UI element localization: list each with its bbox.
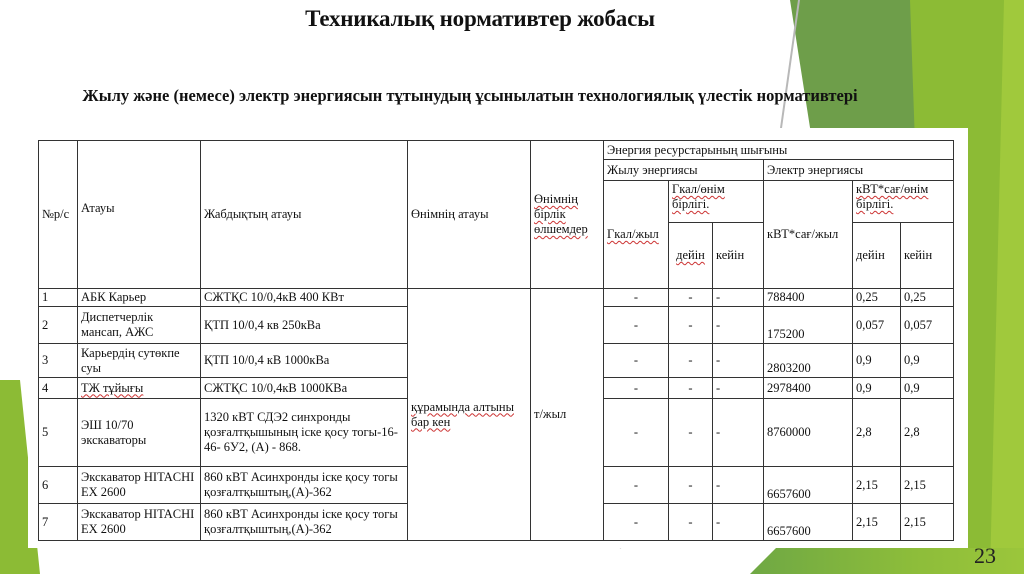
row-num: 4	[39, 378, 78, 399]
row-elec-before: 2,15	[853, 467, 901, 504]
row-heat-before: -	[669, 378, 713, 399]
row-heat-after: -	[713, 504, 764, 541]
row-equipment: ҚТП 10/0,4 кВ 1000кВа	[201, 344, 408, 378]
row-name: Экскаватор HITACHI EX 2600	[78, 467, 201, 504]
row-name: ТЖ тұйығы	[78, 378, 201, 399]
row-equipment: 860 кВТ Асинхронды іске қосу тогы қозғалтқыштың,(А)-362	[201, 467, 408, 504]
page-number: 23	[974, 543, 996, 568]
row-name: АБК Карьер	[78, 289, 201, 307]
slide-subtitle: Жылу және (немесе) электр энергиясын тұтынудың ұсынылатын технологиялық үлестік нормативтері	[82, 86, 858, 105]
slide-title: Техникалық нормативтер жобасы	[305, 6, 655, 31]
row-name: ЭШ 10/70 экскаваторы	[78, 399, 201, 467]
header-heat-before: дейін	[669, 223, 713, 289]
row-heat-before: -	[669, 307, 713, 344]
row-elec-year: 2803200	[764, 344, 853, 378]
header-name: Атауы	[78, 141, 201, 289]
row-elec-after: 0,057	[901, 307, 954, 344]
row-equipment: ҚТП 10/0,4 кв 250кВа	[201, 307, 408, 344]
row-elec-before: 0,25	[853, 289, 901, 307]
row-heat-year: -	[604, 344, 669, 378]
row-elec-year: 6657600	[764, 467, 853, 504]
row-elec-before: 0,9	[853, 378, 901, 399]
row-heat-after: -	[713, 344, 764, 378]
row-heat-before: -	[669, 504, 713, 541]
header-heat-group: Жылу энергиясы	[604, 160, 764, 181]
row-heat-after: -	[713, 399, 764, 467]
row-elec-year: 6657600	[764, 504, 853, 541]
header-elec-per-unit: кВТ*сағ/өнім бірлігі.	[853, 181, 954, 223]
row-heat-after: -	[713, 307, 764, 344]
row-elec-year: 175200	[764, 307, 853, 344]
row-heat-year: -	[604, 378, 669, 399]
header-energy-group: Энергия ресурстарының шығыны	[604, 141, 954, 160]
header-product: Өнімнің атауы	[408, 141, 531, 289]
row-elec-year: 788400	[764, 289, 853, 307]
row-heat-year: -	[604, 467, 669, 504]
row-heat-after: -	[713, 467, 764, 504]
row-elec-year: 2978400	[764, 378, 853, 399]
row-num: 2	[39, 307, 78, 344]
row-unit-merged: т/жыл	[531, 289, 604, 541]
row-heat-before: -	[669, 289, 713, 307]
row-elec-before: 0,057	[853, 307, 901, 344]
row-heat-year: -	[604, 307, 669, 344]
header-heat-after: кейін	[713, 223, 764, 289]
row-num: 3	[39, 344, 78, 378]
row-num: 5	[39, 399, 78, 467]
row-heat-year: -	[604, 289, 669, 307]
row-elec-after: 0,25	[901, 289, 954, 307]
header-elec-before: дейін	[853, 223, 901, 289]
row-product-merged: құрамында алтыны бар кен	[408, 289, 531, 541]
norms-table	[38, 140, 954, 541]
header-elec-year: кВТ*сағ/жыл	[764, 181, 853, 289]
row-num: 1	[39, 289, 78, 307]
header-heat-year: Гкал/жыл	[604, 181, 669, 289]
row-heat-after: -	[713, 289, 764, 307]
header-unit: Өнімнің бірлік өлшемдер	[531, 141, 604, 289]
row-equipment: 860 кВТ Асинхронды іске қосу тогы қозғалтқыштың,(А)-362	[201, 504, 408, 541]
header-elec-after: кейін	[901, 223, 954, 289]
header-heat-per-unit: Гкал/өнім бірлігі.	[669, 181, 764, 223]
row-heat-year: -	[604, 504, 669, 541]
header-elec-group: Электр энергиясы	[764, 160, 954, 181]
header-num: №р/с	[39, 141, 78, 289]
row-elec-after: 0,9	[901, 378, 954, 399]
row-heat-year: -	[604, 399, 669, 467]
row-elec-after: 0,9	[901, 344, 954, 378]
row-elec-before: 2,8	[853, 399, 901, 467]
row-heat-before: -	[669, 399, 713, 467]
row-num: 6	[39, 467, 78, 504]
row-name: Экскаватор HITACHI EX 2600	[78, 504, 201, 541]
row-elec-after: 2,15	[901, 467, 954, 504]
row-elec-before: 0,9	[853, 344, 901, 378]
row-equipment: 1320 кВТ СДЭ2 синхронды қозғалтқышының іске қосу тогы-16-46- 6У2, (А) - 868.	[201, 399, 408, 467]
row-heat-after: -	[713, 378, 764, 399]
row-name: Диспетчерлік мансап, АЖС	[78, 307, 201, 344]
row-elec-after: 2,15	[901, 504, 954, 541]
row-elec-after: 2,8	[901, 399, 954, 467]
row-num: 7	[39, 504, 78, 541]
table-row	[39, 289, 954, 307]
header-equipment: Жабдықтың атауы	[201, 141, 408, 289]
row-equipment: СЖТҚС 10/0,4кВ 1000КВа	[201, 378, 408, 399]
row-equipment: СЖТҚС 10/0,4кВ 400 КВт	[201, 289, 408, 307]
row-elec-before: 2,15	[853, 504, 901, 541]
row-heat-before: -	[669, 467, 713, 504]
row-name: Карьердің сутөкпе суы	[78, 344, 201, 378]
row-elec-year: 8760000	[764, 399, 853, 467]
row-heat-before: -	[669, 344, 713, 378]
